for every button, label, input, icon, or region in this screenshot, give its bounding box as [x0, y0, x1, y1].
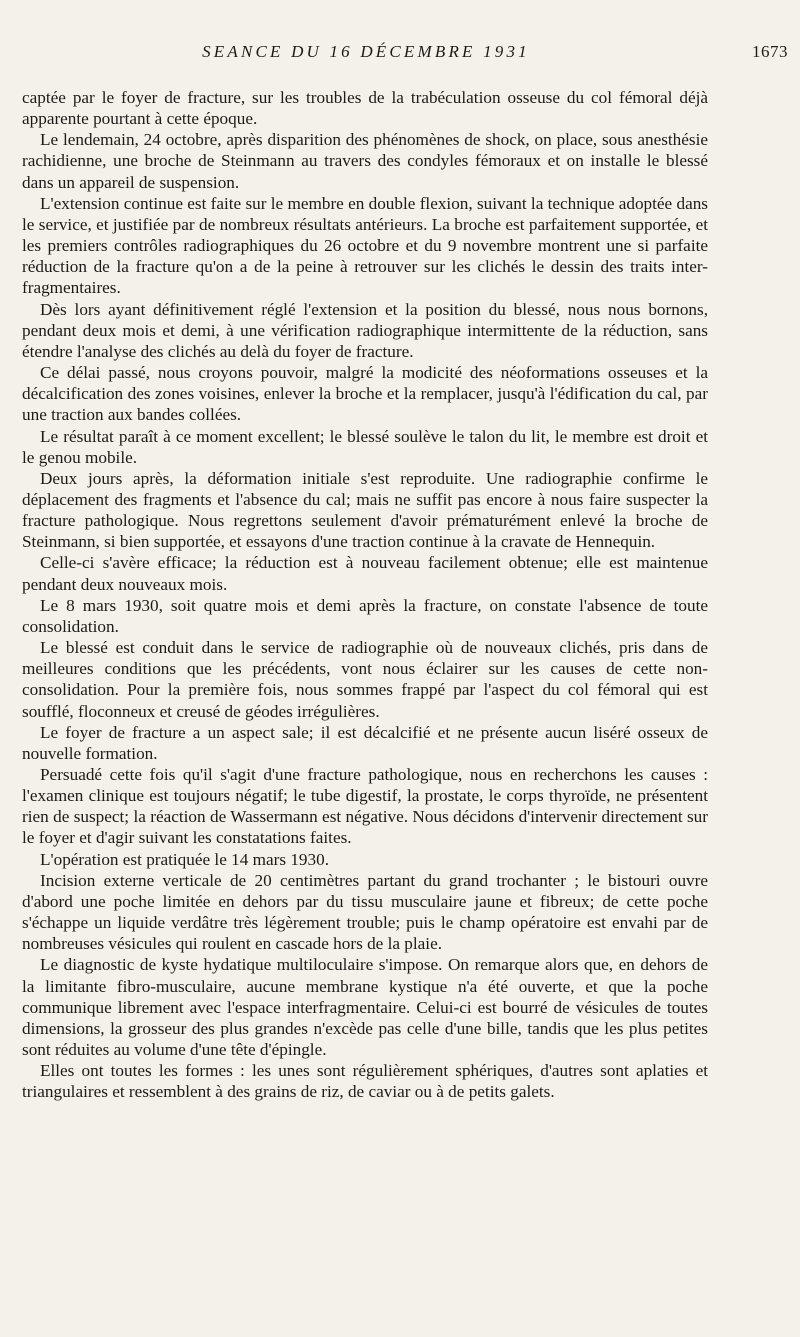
paragraph: L'extension continue est faite sur le membre en double flexion, suivant la technique adoptée dans le service, et justifiée par de nombreux résultats antérieurs. La broche est parfaitement supportée, et les premiers contrôles radiographiques du 26 octobre et du 9 novembre montrent une si parfaite réduction de la fracture qu'on a de la peine à retrouver sur les clichés le dessin des traits inter-fragmentaires.	[22, 193, 708, 298]
paragraph: Celle-ci s'avère efficace; la réduction est à nouveau facilement obtenue; elle est maintenue pendant deux nouveaux mois.	[22, 553, 708, 594]
page-number: 1673	[752, 42, 788, 61]
running-title: SEANCE DU 16 DÉCEMBRE 1931	[202, 42, 530, 61]
body-text	[22, 87, 708, 1103]
page-header	[22, 42, 788, 64]
paragraph: captée par le foyer de fracture, sur les troubles de la trabéculation osseuse du col fémoral déjà apparente pourtant à cette époque.	[22, 88, 708, 129]
paragraph: Le foyer de fracture a un aspect sale; il est décalcifié et ne présente aucun liséré osseux de nouvelle formation.	[22, 722, 708, 763]
paragraph: Dès lors ayant définitivement réglé l'extension et la position du blessé, nous nous bornons, pendant deux mois et demi, à une vérification radiographique intermittente de la réduction, sans étendre l'analyse des clichés au delà du foyer de fracture.	[22, 299, 708, 361]
paragraph: Incision externe verticale de 20 centimètres partant du grand trochanter ; le bistouri ouvre d'abord une poche limitée en dehors par du tissu musculaire jaune et fibreux; de cette poche s'échappe un liquide verdâtre très légèrement trouble; puis le champ opératoire est envahi par de nombreuses vésicules qui roulent en cascade hors de la plaie.	[22, 870, 708, 954]
paragraph: Le blessé est conduit dans le service de radiographie où de nouveaux clichés, pris dans de meilleures conditions que les précédents, vont nous éclairer sur les causes de cette non-consolidation. Pour la première fois, nous sommes frappé par l'aspect du col fémoral qui est soufflé, floconneux et creusé de géodes irrégulières.	[22, 638, 708, 721]
paragraph: Le résultat paraît à ce moment excellent; le blessé soulève le talon du lit, le membre est droit et le genou mobile.	[22, 426, 708, 467]
paragraph: Elles ont toutes les formes : les unes sont régulièrement sphériques, d'autres sont aplaties et triangulaires et ressemblent à des grains de riz, de caviar ou à de petits galets.	[22, 1061, 708, 1102]
paragraph: Le lendemain, 24 octobre, après disparition des phénomènes de shock, on place, sous anesthésie rachidienne, une broche de Steinmann au travers des condyles fémoraux et on installe le blessé dans un appareil de suspension.	[22, 130, 708, 192]
paragraph: Le diagnostic de kyste hydatique multiloculaire s'impose. On remarque alors que, en dehors de la limitante fibro-musculaire, aucune membrane kystique n'a été ouverte, et que la poche communique librement avec l'espace interfragmentaire. Celui-ci est bourré de vésicules de toutes dimensions, la grosseur des plus grandes n'excède pas celle d'une bille, tandis que les plus petites sont réduites au volume d'une tête d'épingle.	[22, 955, 708, 1060]
paragraph: Deux jours après, la déformation initiale s'est reproduite. Une radiographie confirme le déplacement des fragments et l'absence du cal; mais ne suffit pas encore à nous faire suspecter la fracture pathologique. Nous regrettons seulement d'avoir prématurément enlevé la broche de Steinmann, si bien supportée, et essayons d'une traction continue à la cravate de Hennequin.	[22, 468, 708, 552]
paragraph: Ce délai passé, nous croyons pouvoir, malgré la modicité des néoformations osseuses et la décalcification des zones voisines, enlever la broche et la remplacer, jusqu'à l'édification du cal, par une traction aux bandes collées.	[22, 363, 708, 425]
paragraph: Persuadé cette fois qu'il s'agit d'une fracture pathologique, nous en recherchons les causes : l'examen clinique est toujours négatif; le tube digestif, la prostate, le corps thyroïde, ne présentent rien de suspect; la réaction de Wassermann est négative. Nous décidons d'intervenir directement sur le foyer et d'agir suivant les constatations faites.	[22, 765, 708, 848]
paragraph: L'opération est pratiquée le 14 mars 1930.	[40, 849, 329, 869]
paragraph: Le 8 mars 1930, soit quatre mois et demi après la fracture, on constate l'absence de toute consolidation.	[22, 595, 708, 636]
